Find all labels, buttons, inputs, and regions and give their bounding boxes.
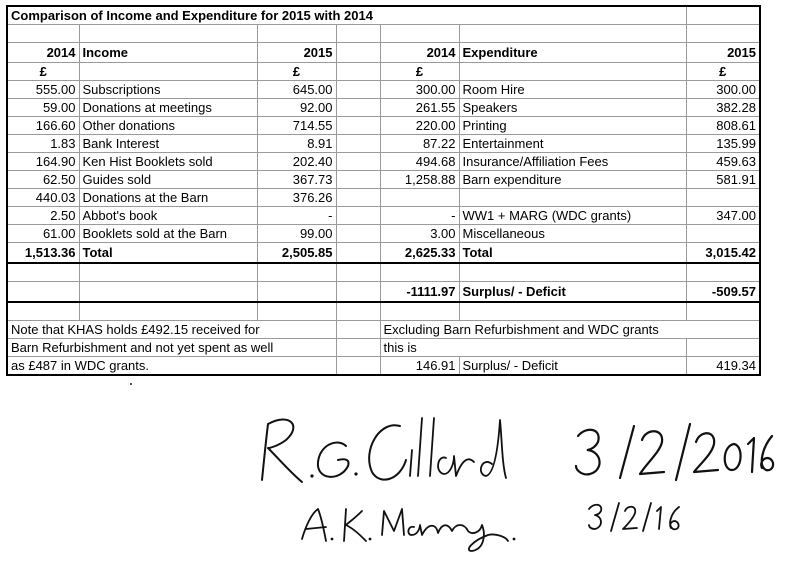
signature-manning	[296, 495, 526, 555]
expenditure-2014-value	[380, 189, 459, 207]
surplus-2014: -1111.97	[380, 282, 459, 303]
income-2015-value: 202.40	[257, 153, 336, 171]
income-2014-value: 2.50	[7, 207, 79, 225]
expenditure-2015-value: 808.61	[686, 117, 760, 135]
note-row-1	[7, 321, 760, 339]
line-items	[7, 81, 760, 243]
currency-row	[7, 63, 760, 81]
surplus-2015: -509.57	[686, 282, 760, 303]
header-row	[7, 43, 760, 63]
income-2014-value: 59.00	[7, 99, 79, 117]
spacer-row	[7, 25, 760, 43]
table-row	[7, 99, 760, 117]
income-2015-value: 99.00	[257, 225, 336, 243]
spacer-row	[7, 263, 760, 282]
note-left-line-3: as £487 in WDC grants.	[7, 357, 336, 376]
income-item-label: Guides sold	[79, 171, 257, 189]
expenditure-2015-value: 347.00	[686, 207, 760, 225]
table-row	[7, 171, 760, 189]
income-2015-value: 376.26	[257, 189, 336, 207]
expenditure-2014-value: 261.55	[380, 99, 459, 117]
income-item-label: Ken Hist Booklets sold	[79, 153, 257, 171]
income-2014-value: 440.03	[7, 189, 79, 207]
income-2015-value: 367.73	[257, 171, 336, 189]
expenditure-2015-header: 2015	[686, 43, 760, 63]
table-row	[7, 135, 760, 153]
expenditure-item-label: Barn expenditure	[459, 171, 686, 189]
stray-mark	[130, 383, 132, 385]
table-row	[7, 117, 760, 135]
expenditure-total-2014: 2,625.33	[380, 243, 459, 264]
expenditure-2015-value: 581.91	[686, 171, 760, 189]
income-2015-value: 8.91	[257, 135, 336, 153]
income-item-label: Other donations	[79, 117, 257, 135]
table-row	[7, 225, 760, 243]
expenditure-2014-value: -	[380, 207, 459, 225]
expenditure-2015-value: 300.00	[686, 81, 760, 99]
income-header: Income	[79, 43, 257, 63]
income-2015-value: 92.00	[257, 99, 336, 117]
expenditure-2015-value: 135.99	[686, 135, 760, 153]
income-2014-value: 1.83	[7, 135, 79, 153]
expenditure-header: Expenditure	[459, 43, 686, 63]
income-total-label: Total	[79, 243, 257, 264]
adjusted-surplus-2015: 419.34	[686, 357, 760, 376]
income-2015-value: 645.00	[257, 81, 336, 99]
expenditure-2014-header: 2014	[380, 43, 459, 63]
currency-symbol: £	[257, 63, 336, 81]
expenditure-item-label: Room Hire	[459, 81, 686, 99]
income-expenditure-table	[6, 5, 761, 376]
expenditure-2015-value	[686, 189, 760, 207]
income-2015-header: 2015	[257, 43, 336, 63]
table-row	[7, 81, 760, 99]
table-row	[7, 207, 760, 225]
currency-symbol: £	[380, 63, 459, 81]
income-total-2014: 1,513.36	[7, 243, 79, 264]
expenditure-item-label: Insurance/Affiliation Fees	[459, 153, 686, 171]
income-item-label: Donations at the Barn	[79, 189, 257, 207]
note-row-2	[7, 339, 760, 357]
income-total-2015: 2,505.85	[257, 243, 336, 264]
income-2014-value: 61.00	[7, 225, 79, 243]
expenditure-2014-value: 87.22	[380, 135, 459, 153]
income-2014-value: 166.60	[7, 117, 79, 135]
expenditure-2014-value: 1,258.88	[380, 171, 459, 189]
table-title: Comparison of Income and Expenditure for 2015 with 2014	[7, 6, 686, 25]
surplus-label: Surplus/ - Deficit	[459, 282, 686, 303]
title-row	[7, 6, 760, 25]
income-item-label: Booklets sold at the Barn	[79, 225, 257, 243]
income-item-label: Abbot's book	[79, 207, 257, 225]
adjusted-surplus-2014: 146.91	[380, 357, 459, 376]
expenditure-2015-value: 459.63	[686, 153, 760, 171]
expenditure-item-label	[459, 189, 686, 207]
income-2014-value: 164.90	[7, 153, 79, 171]
expenditure-2014-value: 3.00	[380, 225, 459, 243]
income-2014-value: 62.50	[7, 171, 79, 189]
income-2014-header: 2014	[7, 43, 79, 63]
note-right-line-2: this is	[380, 339, 459, 357]
income-2014-value: 555.00	[7, 81, 79, 99]
expenditure-total-2015: 3,015.42	[686, 243, 760, 264]
spacer-row	[7, 302, 760, 321]
expenditure-2015-value: 382.28	[686, 99, 760, 117]
note-right-line-1: Excluding Barn Refurbishment and WDC grants	[380, 321, 760, 339]
currency-symbol: £	[7, 63, 79, 81]
signature-gillard	[250, 410, 520, 490]
signature-date-2	[585, 497, 685, 537]
expenditure-item-label: Speakers	[459, 99, 686, 117]
signature-date-1	[572, 422, 772, 482]
expenditure-total-label: Total	[459, 243, 686, 264]
expenditure-2014-value: 494.68	[380, 153, 459, 171]
table-row	[7, 153, 760, 171]
income-item-label: Donations at meetings	[79, 99, 257, 117]
table-row	[7, 189, 760, 207]
expenditure-item-label: WW1 + MARG (WDC grants)	[459, 207, 686, 225]
expenditure-item-label: Entertainment	[459, 135, 686, 153]
note-row-3	[7, 357, 760, 376]
expenditure-2014-value: 300.00	[380, 81, 459, 99]
expenditure-item-label: Printing	[459, 117, 686, 135]
totals-row	[7, 243, 760, 264]
expenditure-2015-value	[686, 225, 760, 243]
income-2015-value: 714.55	[257, 117, 336, 135]
adjusted-surplus-label: Surplus/ - Deficit	[459, 357, 686, 376]
surplus-row	[7, 282, 760, 303]
expenditure-item-label: Miscellaneous	[459, 225, 686, 243]
income-item-label: Subscriptions	[79, 81, 257, 99]
income-2015-value: -	[257, 207, 336, 225]
currency-symbol: £	[686, 63, 760, 81]
expenditure-2014-value: 220.00	[380, 117, 459, 135]
income-item-label: Bank Interest	[79, 135, 257, 153]
note-left-line-2: Barn Refurbishment and not yet spent as well	[7, 339, 336, 357]
note-left-line-1: Note that KHAS holds £492.15 received for	[7, 321, 336, 339]
